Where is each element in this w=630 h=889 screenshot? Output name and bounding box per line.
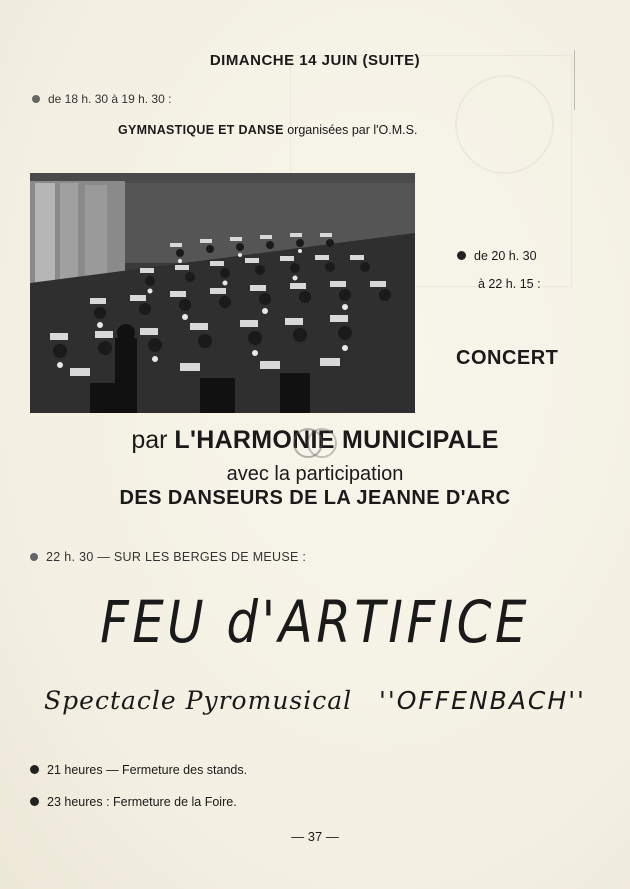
fireworks-time-text: 22 h. 30 — SUR LES BERGES DE MEUSE : bbox=[46, 550, 307, 564]
participation-line: avec la participation bbox=[226, 463, 404, 485]
feu-artifice-title: FEU d'ARTIFICE bbox=[100, 588, 530, 656]
bleed-through-logo bbox=[455, 75, 554, 174]
page-number: — 37 — bbox=[291, 829, 339, 844]
concert-time-2: à 22 h. 15 : bbox=[478, 277, 541, 291]
orchestra-photo bbox=[30, 173, 415, 413]
spectacle-line bbox=[0, 686, 630, 715]
stamp-icon bbox=[290, 423, 340, 463]
orchestra-photo-drawing bbox=[30, 173, 415, 413]
foire-line bbox=[30, 795, 237, 809]
stands-text: 21 heures — Fermeture des stands. bbox=[47, 763, 248, 777]
concert-time-start bbox=[457, 249, 537, 263]
gym-time bbox=[32, 92, 171, 106]
stands-line bbox=[30, 763, 247, 777]
concert-label: CONCERT bbox=[456, 347, 559, 369]
spectacle-text: Spectacle Pyromusical bbox=[44, 686, 353, 715]
bullet-icon bbox=[30, 797, 39, 806]
gym-time-text: de 18 h. 30 à 19 h. 30 : bbox=[48, 92, 172, 106]
gym-title: GYMNASTIQUE ET DANSE bbox=[118, 123, 284, 137]
offenbach-text: ''OFFENBACH'' bbox=[379, 686, 586, 715]
harmonie-name: L'HARMONIE MUNICIPALE bbox=[174, 426, 499, 454]
bullet-icon bbox=[32, 95, 40, 103]
fireworks-time bbox=[30, 550, 306, 564]
gym-org: organisées par l'O.M.S. bbox=[287, 123, 418, 137]
concert-time-1: de 20 h. 30 bbox=[474, 249, 537, 263]
foire-text: 23 heures : Fermeture de la Foire. bbox=[47, 795, 237, 809]
page-heading: DIMANCHE 14 JUIN (SUITE) bbox=[209, 52, 421, 69]
bullet-icon bbox=[457, 251, 466, 260]
danseurs-line: DES DANSEURS DE LA JEANNE D'ARC bbox=[119, 487, 511, 509]
bullet-icon bbox=[30, 765, 39, 774]
harmonie-par: par bbox=[131, 426, 168, 454]
bullet-icon bbox=[30, 553, 38, 561]
gym-line bbox=[118, 123, 417, 137]
